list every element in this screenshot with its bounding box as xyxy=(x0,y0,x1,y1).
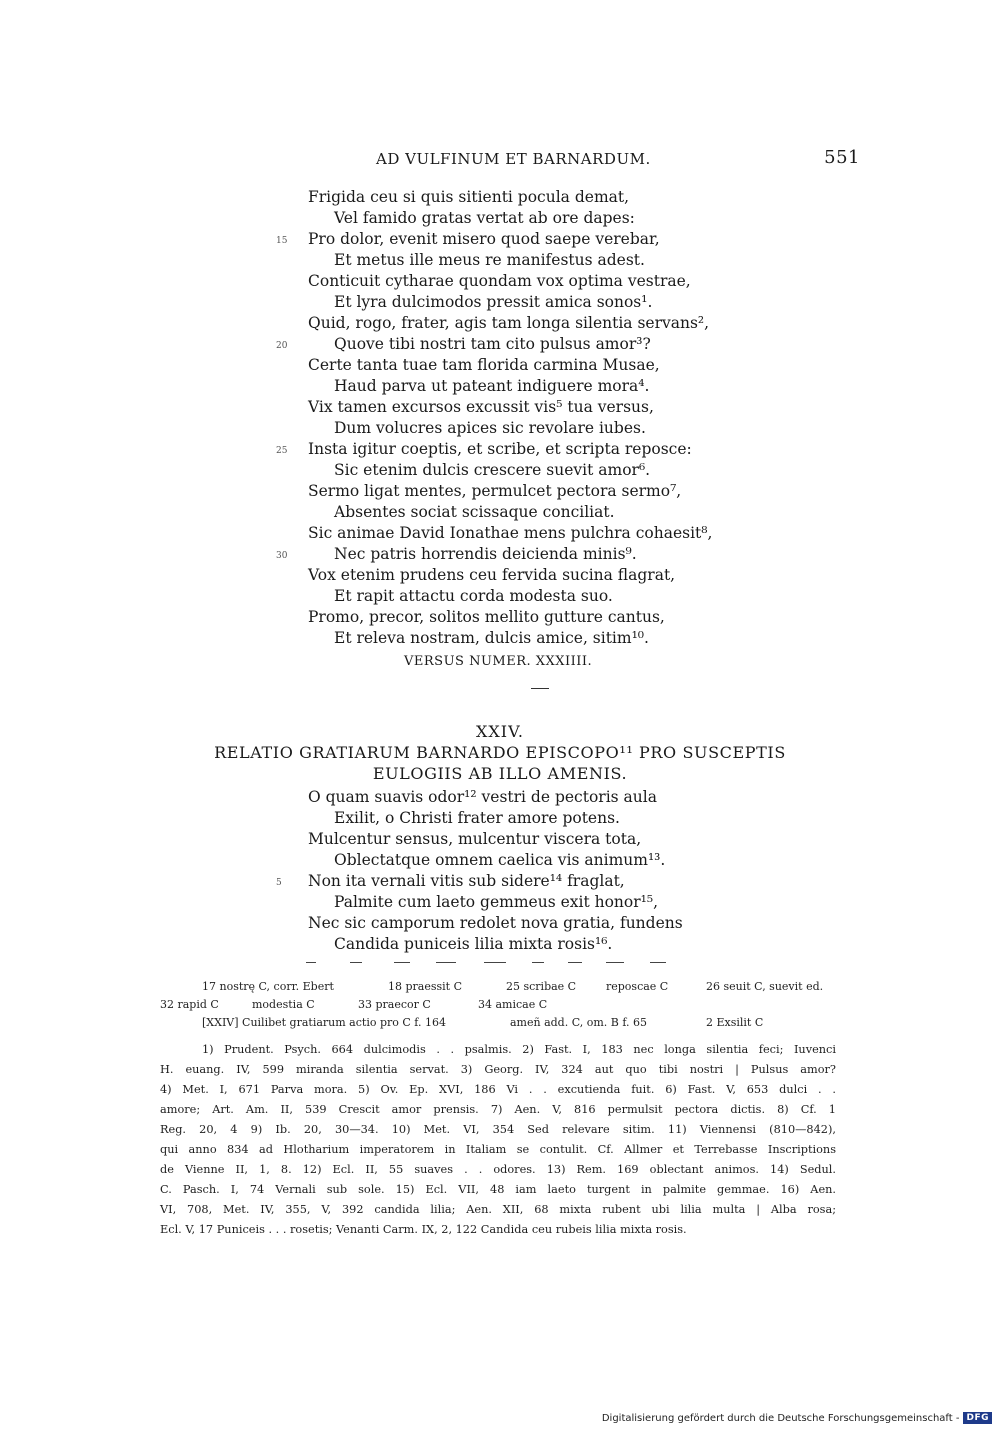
verse-text: Exilit, o Christi frater amore potens. xyxy=(334,809,620,827)
verse-text: Candida puniceis lilia mixta rosis¹⁶. xyxy=(334,935,613,953)
apparatus-row-2 xyxy=(160,996,840,1014)
dfg-logo: DFG xyxy=(963,1412,992,1424)
verse-text: Sermo ligat mentes, permulcet pectora sermo⁷, xyxy=(308,482,682,500)
verse-text: Non ita vernali vitis sub sidere¹⁴ fraglat, xyxy=(308,872,625,890)
verse-text: Et rapit attactu corda modesta suo. xyxy=(334,587,613,605)
line-number: 15 xyxy=(276,236,288,246)
footnote-line: 1) Prudent. Psych. 664 dulcimodis . . psalmis. 2) Fast. I, 183 nec longa silentia feci; Iuvenci xyxy=(202,1043,836,1056)
footnote-line: VI, 708, Met. IV, 355, V, 392 candida lilia; Aen. XII, 68 mixta rubent ubi lilia multa | Alba rosa; xyxy=(160,1203,836,1216)
apparatus-entry: 18 praessit C xyxy=(388,980,463,993)
verse-line xyxy=(0,418,1000,439)
apparatus-entry: 26 seuit C, suevit ed. xyxy=(706,980,824,993)
verse-text: Frigida ceu si quis sitienti pocula demat, xyxy=(308,188,630,206)
footnotes xyxy=(160,1040,836,1240)
footnote-line: qui anno 834 ad Hlotharium imperatorem in Italiam se contulit. Cf. Allmer et Terrebasse Inscriptions xyxy=(160,1143,836,1156)
page-number: 551 xyxy=(824,147,860,168)
verse-line xyxy=(0,271,1000,292)
footnote-line: de Vienne II, 1, 8. 12) Ecl. II, 55 suaves . . odores. 13) Rem. 169 oblectant animos. 14) Sedul. xyxy=(160,1163,836,1176)
verse-line xyxy=(0,481,1000,502)
critical-apparatus xyxy=(160,978,840,1032)
verse-text: Quid, rogo, frater, agis tam longa silentia servans², xyxy=(308,314,710,332)
verse-text: Vix tamen excursos excussit vis⁵ tua versus, xyxy=(308,398,654,416)
verse-line xyxy=(0,829,1000,850)
verse-line xyxy=(0,934,1000,955)
verse-line xyxy=(0,628,1000,649)
footnote-line: Ecl. V, 17 Puniceis . . . rosetis; Venanti Carm. IX, 2, 122 Candida ceu rubeis lilia mixta rosis. xyxy=(160,1223,687,1236)
verse-text: Mulcentur sensus, mulcentur viscera tota, xyxy=(308,830,642,848)
section-title-line-1: RELATIO GRATIARUM BARNARDO EPISCOPO¹¹ PRO SUSCEPTIS xyxy=(214,743,786,762)
poem-xxiii-continued xyxy=(0,187,1000,649)
broken-rule xyxy=(306,962,686,964)
verse-text: Vel famido gratas vertat ab ore dapes: xyxy=(334,209,635,227)
verse-text: Absentes sociat scissaque conciliat. xyxy=(334,503,615,521)
section-divider xyxy=(531,688,549,689)
verse-text: Certe tanta tuae tam florida carmina Musae, xyxy=(308,356,660,374)
line-number: 25 xyxy=(276,446,288,456)
apparatus-entry: ameñ add. C, om. B f. 65 xyxy=(510,1016,648,1029)
verse-line xyxy=(0,376,1000,397)
funding-footer xyxy=(602,1412,992,1424)
verse-text: Et metus ille meus re manifestus adest. xyxy=(334,251,645,269)
verse-line xyxy=(0,607,1000,628)
verse-line xyxy=(0,208,1000,229)
apparatus-entry: 33 praecor C xyxy=(358,998,431,1011)
verse-text: Palmite cum laeto gemmeus exit honor¹⁵, xyxy=(334,893,659,911)
footnote-line: amore; Art. Am. II, 539 Crescit amor prensis. 7) Aen. V, 816 permulsit pectora dictis. 8) Cf. 1 xyxy=(160,1103,836,1116)
verse-line xyxy=(0,544,1000,565)
verse-text: Sic etenim dulcis crescere suevit amor⁶. xyxy=(334,461,651,479)
line-number: 20 xyxy=(276,341,288,351)
verse-line xyxy=(0,250,1000,271)
verse-line xyxy=(0,871,1000,892)
poem-xxiv xyxy=(0,787,1000,955)
running-title: AD VULFINUM ET BARNARDUM. xyxy=(376,150,651,168)
verse-text: Oblectatque omnem caelica vis animum¹³. xyxy=(334,851,666,869)
apparatus-row-1 xyxy=(160,978,840,996)
apparatus-row-3 xyxy=(160,1014,840,1032)
apparatus-entry: 34 amicae C xyxy=(478,998,548,1011)
verse-text: Insta igitur coeptis, et scribe, et scripta reposce: xyxy=(308,440,692,458)
verse-text: Pro dolor, evenit misero quod saepe verebar, xyxy=(308,230,660,248)
verse-line xyxy=(0,397,1000,418)
verse-line xyxy=(0,334,1000,355)
line-number: 30 xyxy=(276,551,288,561)
verse-line xyxy=(0,187,1000,208)
verse-text: O quam suavis odor¹² vestri de pectoris aula xyxy=(308,788,657,806)
footnote-line: Reg. 20, 4 9) Ib. 20, 30—34. 10) Met. VI, 354 Sed relevare sitim. 11) Viennensi (810—842), xyxy=(160,1123,836,1136)
verse-line xyxy=(0,439,1000,460)
apparatus-entry: modestia C xyxy=(252,998,315,1011)
section-title xyxy=(0,742,1000,784)
section-number: XXIV. xyxy=(476,722,524,741)
verse-line xyxy=(0,787,1000,808)
verse-text: Nec patris horrendis deicienda minis⁹. xyxy=(334,545,637,563)
verse-line xyxy=(0,892,1000,913)
verse-text: Vox etenim prudens ceu fervida sucina flagrat, xyxy=(308,566,676,584)
verse-line xyxy=(0,292,1000,313)
footnote-line: 4) Met. I, 671 Parva mora. 5) Ov. Ep. XVI, 186 Vi . . excutienda fuit. 6) Fast. V, 653 dulci . . xyxy=(160,1083,836,1096)
verse-line xyxy=(0,586,1000,607)
verse-text: Promo, precor, solitos mellito gutture cantus, xyxy=(308,608,665,626)
line-number: 5 xyxy=(276,878,282,888)
verse-line xyxy=(0,502,1000,523)
verse-line xyxy=(0,313,1000,334)
verse-text: Nec sic camporum redolet nova gratia, fundens xyxy=(308,914,683,932)
verse-line xyxy=(0,460,1000,481)
verse-text: Quove tibi nostri tam cito pulsus amor³? xyxy=(334,335,651,353)
verse-text: Conticuit cytharae quondam vox optima vestrae, xyxy=(308,272,691,290)
verse-text: Et releva nostram, dulcis amice, sitim¹⁰. xyxy=(334,629,649,647)
footnote-line: C. Pasch. I, 74 Vernali sub sole. 15) Ecl. VII, 48 iam laeto turgent in palmite gemmae. 16) Aen. xyxy=(160,1183,836,1196)
verse-line xyxy=(0,565,1000,586)
apparatus-entry: [XXIV] Cuilibet gratiarum actio pro C f. 164 xyxy=(202,1016,446,1029)
verse-line xyxy=(0,523,1000,544)
apparatus-entry: reposcae C xyxy=(606,980,669,993)
footnote-line: H. euang. IV, 599 miranda silentia servat. 3) Georg. IV, 324 aut quo tibi nostri | Pulsus amor? xyxy=(160,1063,836,1076)
verse-line xyxy=(0,913,1000,934)
verse-count: VERSUS NUMER. XXXIIII. xyxy=(404,654,593,669)
section-title-line-2: EULOGIIS AB ILLO AMENIS. xyxy=(372,764,628,783)
verse-line xyxy=(0,808,1000,829)
apparatus-entry: 2 Exsilit C xyxy=(706,1016,764,1029)
apparatus-entry: 17 nostrę C, corr. Ebert xyxy=(202,980,334,993)
verse-text: Dum volucres apices sic revolare iubes. xyxy=(334,419,646,437)
apparatus-entry: 25 scribae C xyxy=(506,980,577,993)
funding-text: Digitalisierung gefördert durch die Deutsche Forschungsgemeinschaft - xyxy=(601,1412,960,1424)
apparatus-entry: 32 rapid C xyxy=(160,998,219,1011)
verse-line xyxy=(0,229,1000,250)
verse-text: Et lyra dulcimodos pressit amica sonos¹. xyxy=(334,293,653,311)
verse-text: Haud parva ut pateant indiguere mora⁴. xyxy=(334,377,650,395)
verse-line xyxy=(0,355,1000,376)
verse-line xyxy=(0,850,1000,871)
verse-text: Sic animae David Ionathae mens pulchra cohaesit⁸, xyxy=(308,524,713,542)
